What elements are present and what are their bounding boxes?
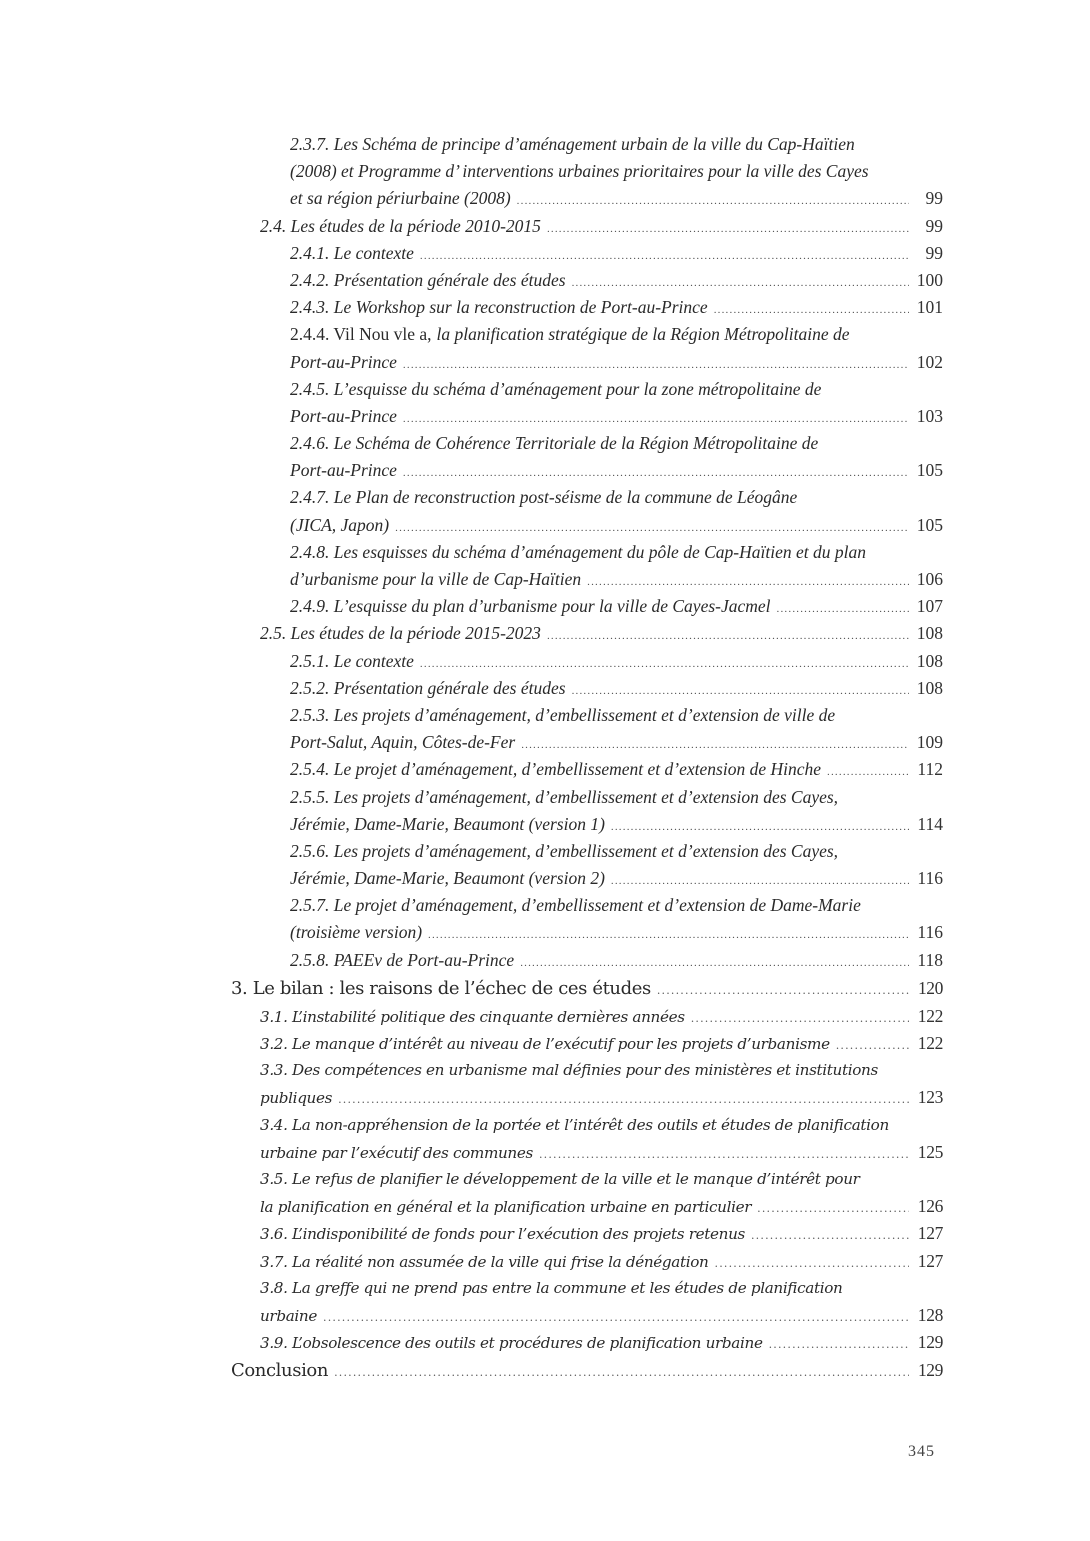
toc-entry-text: 3.3. Des compétences en urbanisme mal définies pour des ministères et institutions [260, 1061, 878, 1080]
dot-leader [334, 1358, 909, 1387]
toc-entry-2-5-2[interactable] [231, 675, 943, 702]
page-folio: 345 [908, 1443, 935, 1460]
toc-entry-3-3[interactable] [231, 1057, 943, 1111]
dot-leader [714, 297, 909, 324]
toc-entry-text: 3.4. La non-appréhension de la portée et l’intérêt des outils et études de planification [260, 1115, 889, 1134]
toc-entry-text: urbaine par l’exécutif des communes [260, 1143, 533, 1162]
toc-entry-text: 2.4. Les études de la période 2010-2015 [260, 215, 541, 236]
dot-leader [521, 732, 909, 759]
page-number: 103 [916, 405, 943, 426]
toc-entry-conclusion[interactable] [231, 1356, 943, 1385]
dot-leader [403, 352, 909, 379]
toc-entry-3-5[interactable] [231, 1166, 943, 1220]
toc-entry-2-5-1[interactable] [231, 648, 943, 675]
dot-leader [323, 1304, 909, 1331]
toc-entry-2-5[interactable] [231, 620, 943, 647]
toc-entry-text: 3.7. La réalité non assumée de la ville qui frise la dénégation [260, 1252, 709, 1271]
toc-entry-text: la planification stratégique de la Région Métropolitaine de [436, 324, 850, 345]
toc-entry-text: 3.8. La greffe qui ne prend pas entre la commune et les études de planification [260, 1278, 843, 1297]
toc-entry-text: urbaine [260, 1306, 317, 1325]
toc-entry-text: et sa région périurbaine (2008) [290, 188, 511, 209]
page-number: 127 [917, 1223, 943, 1244]
page-number: 118 [917, 949, 943, 970]
toc-entry-2-4[interactable] [231, 213, 943, 240]
toc-entry-text: 2.4.5. L’esquisse du schéma d’aménagement pour la zone métropolitaine de [290, 378, 822, 399]
toc-entry-text: 3.6. L’indisponibilité de fonds pour l’exécution des projets retenus [260, 1225, 745, 1244]
toc-entry-text: 2.5.2. Présentation générale des études [290, 677, 566, 698]
page-number: 122 [917, 1033, 943, 1053]
table-of-contents [231, 131, 943, 1385]
toc-entry-2-5-5[interactable] [231, 784, 943, 838]
toc-entry-text: 2.3.7. Les Schéma de principe d’aménagement urbain de la ville du Cap-Haïtien [290, 134, 855, 154]
toc-entry-text: 2.5.1. Le contexte [290, 650, 414, 671]
dot-leader [715, 1250, 910, 1277]
toc-entry-text: 3.9. L’obsolescence des outils et procédures de planification urbaine [260, 1334, 763, 1353]
page-number: 105 [916, 514, 943, 535]
dot-leader [836, 1032, 909, 1059]
toc-entry-text: 2.5.3. Les projets d’aménagement, d’embellissement et d’extension de ville de [290, 704, 836, 725]
toc-entry-3[interactable] [231, 974, 943, 1003]
toc-entry-text: 2.4.7. Le Plan de reconstruction post-séisme de la commune de Léogâne [290, 487, 798, 508]
toc-entry-text: (troisième version) [290, 922, 423, 943]
dot-leader [517, 188, 909, 215]
toc-entry-text: 2.4.3. Le Workshop sur la reconstruction de Port-au-Prince [290, 297, 708, 318]
toc-entry-text: Port-au-Prince [290, 460, 397, 481]
toc-entry-text: 2.5.4. Le projet d’aménagement, d’embellissement et d’extension de Hinche [290, 759, 822, 780]
dot-leader [403, 406, 909, 433]
dot-leader [403, 460, 909, 487]
toc-entry-text: Port-Salut, Aquin, Côtes-de-Fer [290, 732, 516, 753]
dot-leader [587, 569, 909, 596]
toc-entry-3-6[interactable] [231, 1220, 943, 1247]
toc-entry-text: 2.5.8. PAEEv de Port-au-Prince [290, 949, 515, 970]
toc-entry-2-5-4[interactable] [231, 756, 943, 783]
toc-entry-text: 2.4.8. Les esquisses du schéma d’aménagement du pôle de Cap-Haïtien et du plan [290, 541, 866, 562]
toc-entry-prefix: 2.4.4. Vil Nou vle a, [290, 324, 432, 345]
page-number: 127 [917, 1250, 943, 1271]
dot-leader [547, 623, 909, 650]
toc-entry-3-9[interactable] [231, 1329, 943, 1356]
toc-entry-2-3-7[interactable] [231, 131, 943, 213]
dot-leader [827, 759, 909, 786]
page-number: 109 [916, 732, 943, 753]
dot-leader [539, 1141, 909, 1168]
dot-leader [611, 814, 909, 841]
toc-entry-text: 2.5. Les études de la période 2015-2023 [260, 623, 541, 644]
toc-entry-text: 3.1. L’instabilité politique des cinquante dernières années [260, 1007, 685, 1026]
toc-entry-text: 2.4.6. Le Schéma de Cohérence Territoriale de la Région Métropolitaine de [290, 433, 819, 454]
page-number: 108 [916, 677, 943, 698]
dot-leader [420, 243, 909, 270]
page-number: 116 [917, 868, 943, 889]
dot-leader [751, 1222, 909, 1249]
page-number: 99 [925, 242, 943, 263]
toc-entry-text: d’urbanisme pour la ville de Cap-Haïtien [290, 569, 582, 589]
toc-entry-2-4-1[interactable] [231, 240, 943, 267]
page-number: 105 [916, 460, 943, 481]
page-number: 108 [916, 650, 943, 671]
toc-entry-2-4-6[interactable] [231, 430, 943, 484]
page-number: 112 [917, 759, 943, 780]
dot-leader [657, 976, 909, 1005]
page-number: 116 [917, 922, 943, 943]
page-number: 126 [917, 1196, 943, 1217]
page-number: 129 [917, 1360, 943, 1381]
toc-entry-2-4-7[interactable] [231, 484, 943, 538]
toc-entry-text: 3.5. Le refus de planifier le développement de la ville et le manque d’intérêt pour [260, 1169, 860, 1188]
dot-leader [572, 270, 909, 297]
dot-leader [769, 1331, 909, 1358]
toc-entry-text: 2.4.1. Le contexte [290, 242, 414, 263]
dot-leader [757, 1195, 909, 1222]
toc-entry-text: (2008) et Programme d’ interventions urbaines prioritaires pour la ville des Cayes [290, 161, 869, 182]
page-number: 99 [925, 215, 943, 236]
toc-entry-2-5-7[interactable] [231, 892, 943, 946]
page-number: 129 [917, 1332, 943, 1353]
dot-leader [338, 1086, 909, 1113]
toc-entry-text: 2.5.6. Les projets d’aménagement, d’embellissement et d’extension des Cayes, [290, 840, 839, 861]
toc-entry-text: 2.4.9. L’esquisse du plan d’urbanisme pour la ville de Cayes-Jacmel [290, 596, 771, 617]
page-number: 120 [917, 977, 943, 998]
toc-entry-text: Port-au-Prince [290, 351, 397, 372]
toc-entry-text: 2.5.7. Le projet d’aménagement, d’embellissement et d’extension de Dame-Marie [290, 895, 861, 916]
dot-leader [572, 678, 909, 705]
toc-entry-2-4-2[interactable] [231, 267, 943, 294]
dot-leader [520, 950, 909, 977]
toc-chapter-title: Conclusion [231, 1360, 329, 1382]
dot-leader [777, 596, 909, 623]
toc-entry-text: publiques [260, 1089, 333, 1108]
dot-leader [547, 216, 909, 243]
toc-entry-3-1[interactable] [231, 1003, 943, 1030]
toc-entry-text: Jérémie, Dame-Marie, Beaumont (version 2) [290, 868, 605, 889]
dot-leader [691, 1005, 909, 1032]
page-number: 123 [917, 1087, 943, 1108]
page-number: 99 [925, 188, 943, 209]
toc-entry-text: Jérémie, Dame-Marie, Beaumont (version 1) [290, 813, 605, 834]
page-number: 102 [916, 351, 943, 372]
page-number: 125 [917, 1141, 943, 1162]
toc-entry-2-5-8[interactable] [231, 947, 943, 974]
toc-entry-3-7[interactable] [231, 1248, 943, 1275]
toc-entry-2-5-3[interactable] [231, 702, 943, 756]
toc-entry-3-8[interactable] [231, 1275, 943, 1329]
page-number: 114 [917, 813, 943, 834]
toc-entry-2-4-8[interactable] [231, 539, 943, 593]
toc-entry-3-2[interactable] [231, 1030, 943, 1057]
toc-entry-text: Port-au-Prince [290, 405, 397, 426]
page-number: 128 [917, 1304, 943, 1325]
page-number: 106 [916, 569, 943, 589]
page-number: 108 [916, 623, 943, 644]
toc-entry-text: 2.5.5. Les projets d’aménagement, d’embellissement et d’extension des Cayes, [290, 786, 839, 807]
dot-leader [420, 651, 909, 678]
page-number: 107 [916, 596, 943, 617]
toc-entry-text: (JICA, Japon) [290, 514, 390, 535]
page-number: 122 [917, 1005, 943, 1026]
toc-entry-2-4-4[interactable] [231, 321, 943, 375]
toc-entry-3-4[interactable] [231, 1112, 943, 1166]
toc-entry-text: la planification en général et la planification urbaine en particulier [260, 1198, 752, 1217]
page-number: 100 [916, 269, 943, 290]
toc-entry-2-4-3[interactable] [231, 294, 943, 321]
dot-leader [428, 922, 909, 949]
toc-entry-text: 3.2. Le manque d’intérêt au niveau de l’exécutif pour les projets d’urbanisme [260, 1035, 830, 1053]
toc-entry-2-4-9[interactable] [231, 593, 943, 620]
toc-chapter-title: 3. Le bilan : les raisons de l’échec de ces études [231, 977, 651, 999]
page-number: 101 [916, 297, 943, 318]
toc-entry-2-5-6[interactable] [231, 838, 943, 892]
dot-leader [611, 868, 909, 895]
toc-entry-text: 2.4.2. Présentation générale des études [290, 269, 566, 290]
dot-leader [395, 515, 909, 542]
toc-entry-2-4-5[interactable] [231, 376, 943, 430]
